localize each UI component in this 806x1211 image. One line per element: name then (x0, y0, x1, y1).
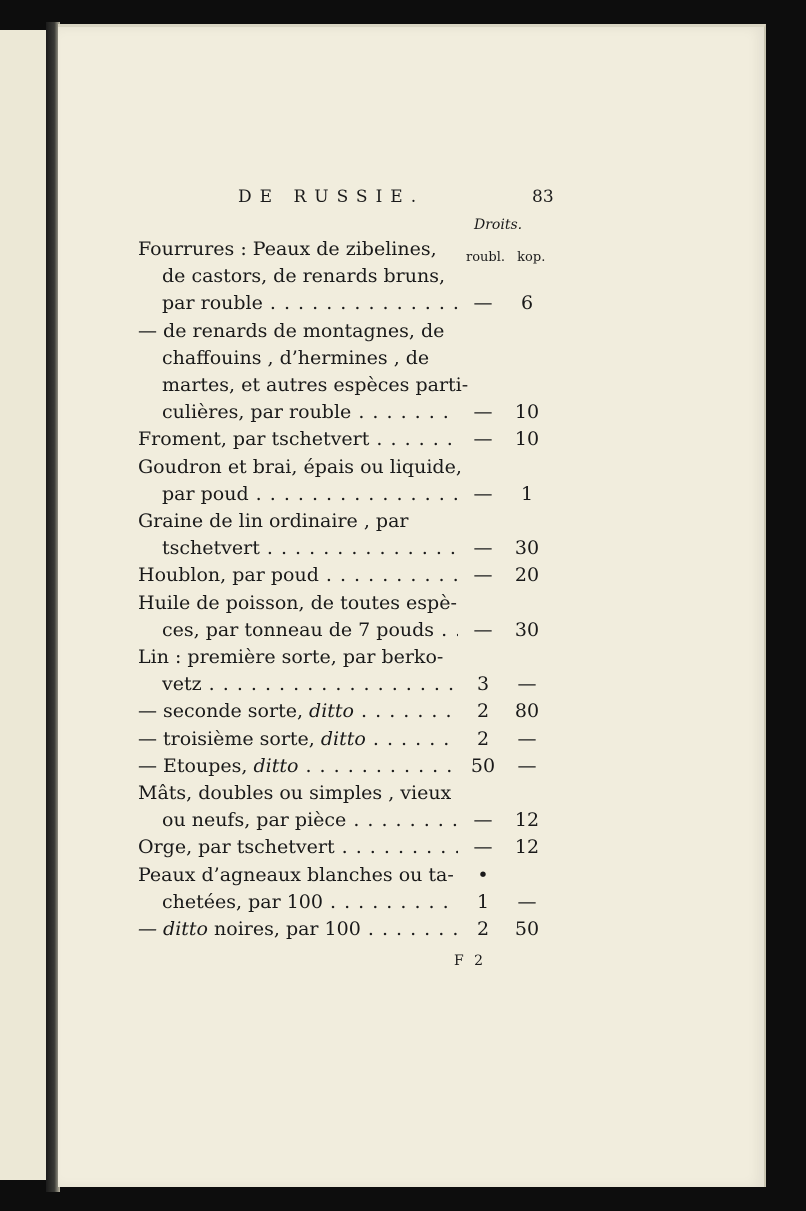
column-heading: Droits. (474, 217, 523, 233)
unit-roubl: roubl. (466, 250, 506, 265)
kop-value: 30 (502, 616, 552, 644)
line-text: — Etoupes, (138, 754, 248, 777)
line-text: — seconde sorte, (138, 700, 303, 723)
line-text: par rouble (162, 292, 263, 315)
running-title: DE RUSSIE. (238, 187, 425, 207)
italic-text: — ditto (138, 918, 215, 940)
roubl-value: — (458, 289, 508, 317)
tariff-line (138, 453, 538, 481)
line-text: Peaux d’agneaux blanches ou ta- (138, 863, 454, 886)
kop-value: — (502, 888, 552, 916)
roubl-value: — (458, 806, 508, 834)
line-text: Mâts, doubles ou simples , vieux (138, 782, 452, 804)
roubl-value: 2 (458, 697, 508, 725)
kop-value: — (502, 725, 552, 753)
tariff-line (138, 643, 538, 671)
tariff-line (162, 262, 538, 290)
line-text: tschetvert (162, 537, 260, 560)
facing-page-edge (0, 30, 48, 1180)
line-text: Lin : première sorte, par berko- (138, 646, 444, 668)
line-text: — de renards de montagnes, de (138, 319, 445, 342)
line-text: culières, par rouble (162, 401, 352, 424)
line-text: ces, par tonneau de 7 pouds (162, 618, 435, 641)
roubl-value: 3 (458, 670, 508, 698)
kop-value: 30 (502, 534, 552, 562)
book-page (58, 24, 766, 1187)
line-text: de castors, de renards bruns, (162, 265, 446, 288)
line-text: ou neufs, par pièce (162, 809, 347, 832)
tariff-line (162, 371, 538, 399)
line-text: Fourrures : Peaux de zibelines, (138, 238, 437, 260)
kop-value: 50 (502, 915, 552, 943)
tariff-line (138, 235, 538, 263)
kop-value: 80 (502, 697, 552, 725)
roubl-value: — (458, 534, 508, 562)
tariff-line (138, 779, 538, 807)
line-text: Goudron et brai, épais ou liquide, (138, 455, 462, 478)
kop-value: 20 (502, 561, 552, 589)
tariff-line (162, 344, 538, 372)
roubl-value: — (458, 616, 508, 644)
line-text: martes, et autres espèces parti- (162, 374, 469, 396)
italic-text: ditto (303, 700, 354, 723)
unit-kop: kop. (517, 250, 546, 265)
roubl-value: 2 (458, 915, 508, 943)
italic-text: ditto (314, 727, 366, 750)
kop-value: — (502, 670, 552, 698)
line-text: chetées, par 100 (162, 890, 323, 913)
italic-text: ditto (247, 754, 299, 777)
roubl-value: 1 (458, 888, 508, 916)
roubl-value: • (458, 861, 508, 889)
line-text: par poud (162, 482, 249, 505)
kop-value: 1 (502, 480, 552, 508)
kop-value: 12 (502, 806, 552, 834)
kop-value: 12 (502, 833, 552, 861)
kop-value: 10 (502, 425, 552, 453)
roubl-value: — (458, 425, 508, 453)
roubl-value: — (458, 833, 508, 861)
line-text: Houblon, par poud (138, 564, 319, 587)
signature-mark: F 2 (454, 953, 487, 969)
line-text: vetz (162, 673, 202, 696)
roubl-value: 50 (458, 752, 508, 780)
line-text: Graine de lin ordinaire , par (138, 510, 409, 532)
roubl-value: — (458, 480, 508, 508)
tariff-line (138, 589, 538, 617)
line-text: Froment, par tschetvert (138, 428, 370, 451)
roubl-value: 2 (458, 725, 508, 753)
tariff-line (138, 317, 538, 345)
line-text: — troisième sorte, (138, 727, 315, 750)
line-text: chaffouins , d’hermines , de (162, 346, 430, 369)
line-text: Huile de poisson, de toutes espè- (138, 591, 457, 614)
roubl-value: — (458, 398, 508, 426)
page-number: 83 (532, 187, 554, 207)
roubl-value: — (458, 561, 508, 589)
line-text: Orge, par tschetvert (138, 836, 335, 859)
kop-value: — (502, 752, 552, 780)
kop-value: 10 (502, 398, 552, 426)
tariff-line (138, 507, 538, 535)
kop-value: 6 (502, 289, 552, 317)
line-text: noires, par 100 (214, 918, 361, 940)
